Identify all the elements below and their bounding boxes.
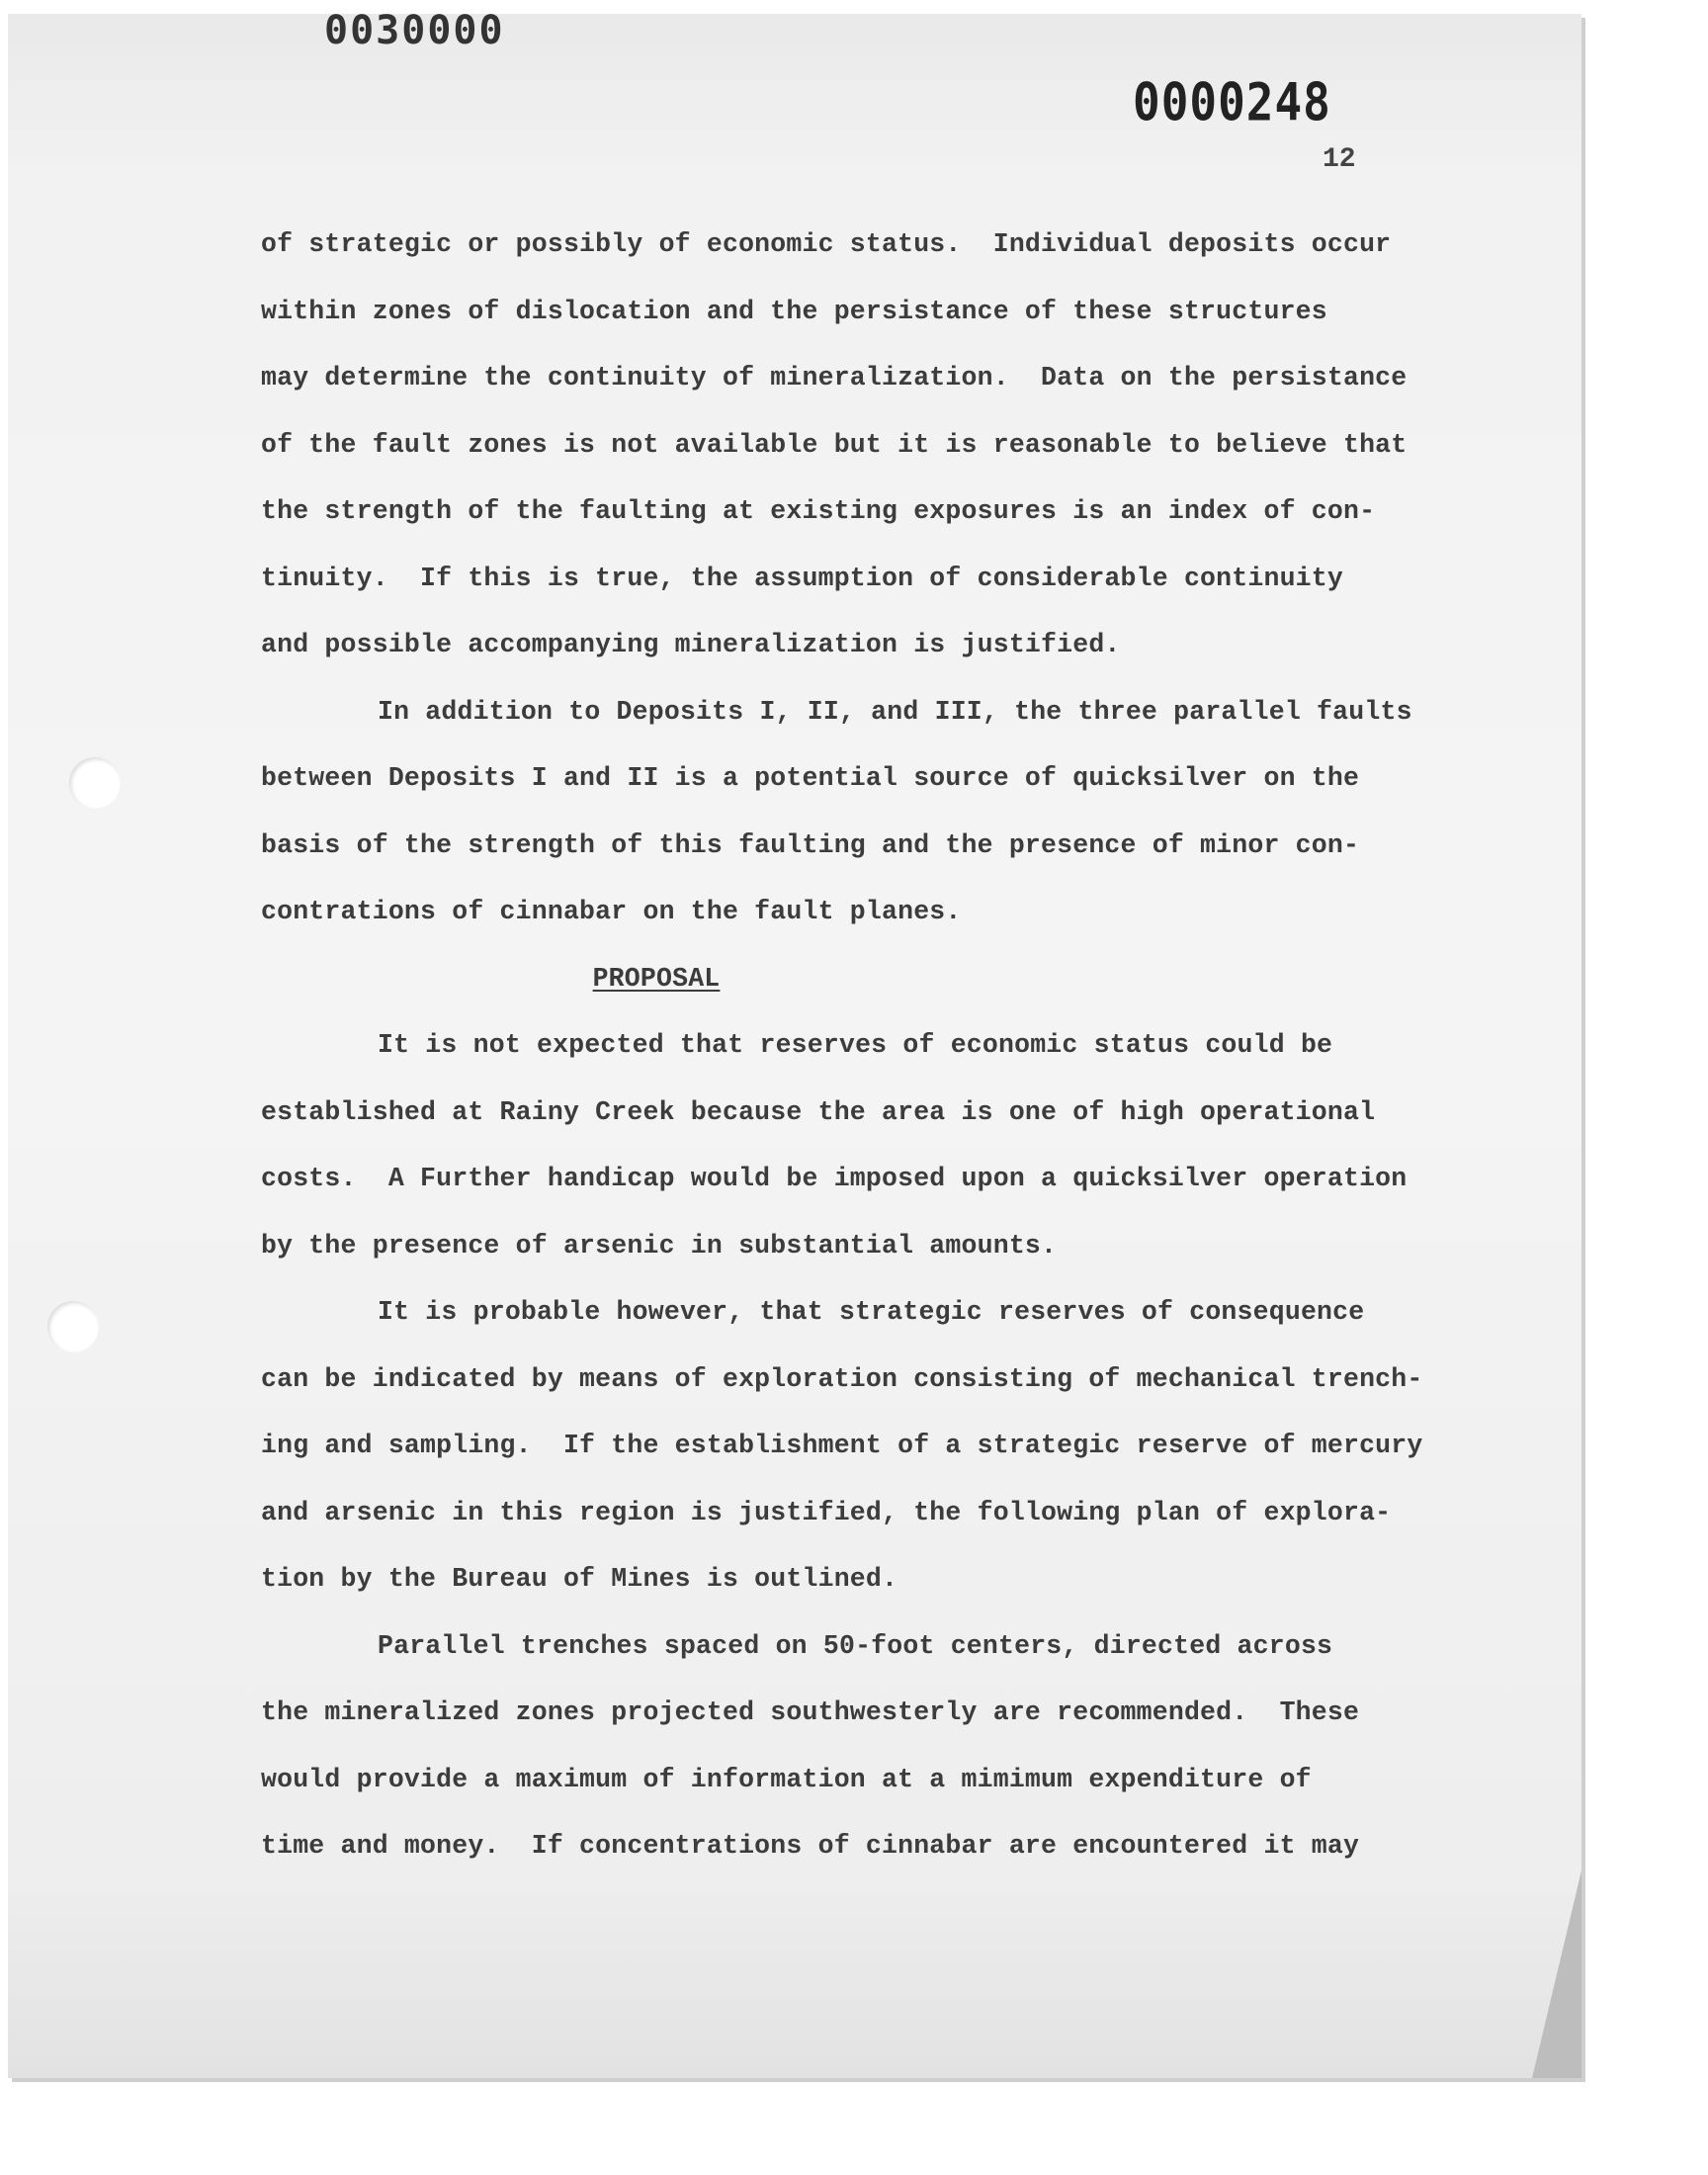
- text-line: In addition to Deposits I, II, and III, the three parallel faults: [378, 696, 1412, 727]
- section-heading-text: PROPOSAL: [592, 963, 721, 994]
- text-line: may determine the continuity of mineralization. Data on the persistance: [261, 363, 1408, 392]
- text-line: the strength of the faulting at existing exposures is an index of con-: [261, 496, 1376, 526]
- text-line: costs. A Further handicap would be imposed upon a quicksilver operation: [261, 1164, 1408, 1193]
- text-line: basis of the strength of this faulting and the presence of minor con-: [261, 829, 1360, 860]
- text-line: It is probable however, that strategic reserves of consequence: [378, 1297, 1365, 1327]
- text-line: by the presence of arsenic in substantial amounts.: [261, 1230, 1058, 1261]
- punch-hole: [47, 1301, 99, 1352]
- text-line: time and money. If concentrations of cinnabar are encountered it may: [261, 1831, 1360, 1861]
- text-line: ing and sampling. If the establishment of a strategic reserve of mercury: [261, 1431, 1423, 1460]
- top-stamp-number: 0030000: [324, 8, 505, 53]
- body-text: [261, 212, 1467, 1880]
- text-line: between Deposits I and II is a potential source of quicksilver on the: [261, 763, 1360, 793]
- text-line: established at Rainy Creek because the area is one of high operational: [261, 1096, 1376, 1127]
- text-line: contrations of cinnabar on the fault planes.: [261, 897, 962, 926]
- document-control-number: 0000248: [1133, 70, 1331, 133]
- text-line: and arsenic in this region is justified, the following plan of explora-: [261, 1497, 1392, 1527]
- section-heading: [261, 946, 1467, 1013]
- text-line: Parallel trenches spaced on 50-foot centers, directed across: [378, 1630, 1333, 1661]
- document-page: [8, 8, 1581, 2078]
- text-line: and possible accompanying mineralization is justified.: [261, 630, 1121, 659]
- text-line: would provide a maximum of information at a mimimum expenditure of: [261, 1764, 1312, 1794]
- text-line: the mineralized zones projected southwesterly are recommended. These: [261, 1697, 1360, 1727]
- text-line: of the fault zones is not available but it is reasonable to believe that: [261, 429, 1408, 460]
- text-line: within zones of dislocation and the persistance of these structures: [261, 296, 1327, 326]
- text-line: can be indicated by means of exploration consisting of mechanical trench-: [261, 1363, 1423, 1394]
- folded-corner: [1532, 1870, 1581, 2078]
- text-line: tinuity. If this is true, the assumption of considerable continuity: [261, 563, 1343, 593]
- text-line: tion by the Bureau of Mines is outlined.: [261, 1564, 898, 1594]
- text-line: of strategic or possibly of economic status. Individual deposits occur: [261, 229, 1392, 259]
- page-number: 12: [1323, 144, 1356, 175]
- text-line: It is not expected that reserves of economic status could be: [378, 1030, 1333, 1060]
- punch-hole: [69, 757, 121, 809]
